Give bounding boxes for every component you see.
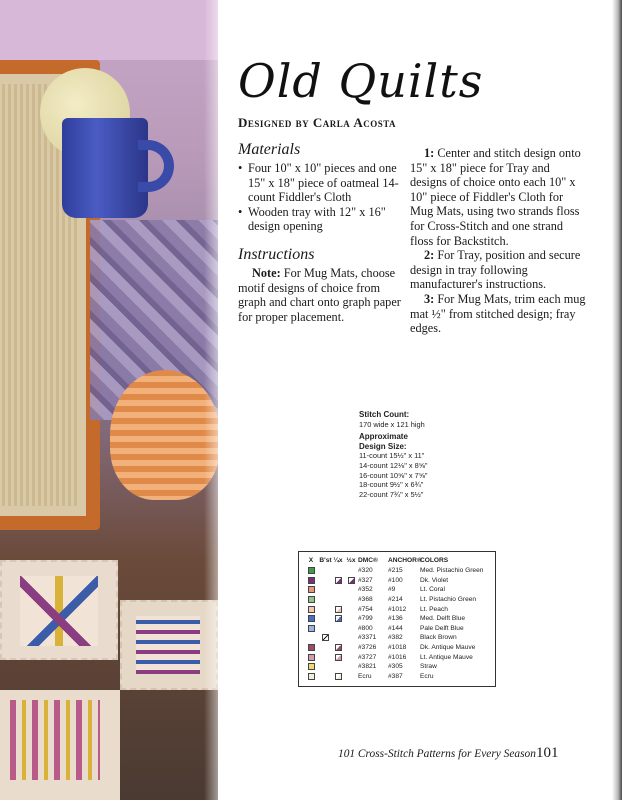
color-key-row: [303, 595, 491, 605]
design-size-label: Approximate: [359, 432, 408, 442]
floss-swatch: [335, 644, 342, 651]
color-key-rows: [303, 566, 491, 681]
striped-bowl: [110, 370, 218, 500]
color-name: Black Brown: [420, 634, 457, 642]
stitch-count-label: Stitch Count:: [359, 410, 410, 419]
color-key-row: [303, 576, 491, 586]
design-size: 18-count 9½" x 6¾": [359, 480, 424, 490]
cross-stitch-cell: [303, 567, 319, 574]
anchor-number: #1016: [388, 653, 407, 661]
floss-swatch: [322, 634, 329, 641]
half-stitch-cell: [344, 577, 358, 584]
mug-mat-log-cabin-design: [10, 700, 100, 780]
step-text: Center and stitch design onto 15" x 18" piece for Tray and designs of choice onto each 10" x 10" piece of Fiddler's Cloth for Mug Mats, using two strands floss for Cross-Stitch and one strand floss for Backstitch.: [410, 146, 581, 248]
color-name: Lt. Antique Mauve: [420, 653, 473, 661]
page-gutter: [612, 0, 622, 800]
dmc-number: #352: [358, 586, 373, 594]
color-key-row: [303, 643, 491, 653]
color-name: Lt. Pistachio Green: [420, 596, 477, 604]
color-name: Dk. Antique Mauve: [420, 644, 476, 652]
design-size-label-2: Design Size:: [359, 441, 407, 451]
cross-stitch-cell: [303, 644, 319, 651]
design-size: 14-count 12⅛" x 8⅝": [359, 460, 428, 470]
floss-swatch: [335, 606, 342, 613]
dmc-number: #754: [358, 605, 373, 613]
materials-column: [238, 140, 406, 324]
mug-mat-log-cabin: [0, 690, 120, 800]
cross-stitch-cell: [303, 673, 319, 680]
dmc-number: #800: [358, 624, 373, 632]
anchor-number: #215: [388, 567, 403, 575]
mug-handle: [138, 140, 174, 192]
quarter-stitch-cell: [332, 654, 344, 661]
materials-list: [238, 161, 406, 234]
design-size: 22-count 7¾" x 5½": [359, 489, 424, 499]
color-key-row: [303, 624, 491, 634]
color-name: Med. Pistachio Green: [420, 567, 484, 575]
header-x: X: [308, 557, 314, 564]
color-name: Lt. Peach: [420, 605, 448, 613]
anchor-number: #144: [388, 624, 403, 632]
mug-mat-star-design: [20, 576, 98, 646]
book-title-footer: 101 Cross-Stitch Patterns for Every Season: [338, 748, 536, 760]
mug-mat-stripes-design: [136, 616, 200, 674]
floss-swatch: [335, 654, 342, 661]
step-3: [410, 292, 586, 336]
floss-swatch: [308, 577, 315, 584]
materials-item: • Four 10" x 10" pieces and one 15" x 18" piece of oatmeal 14-count Fiddler's Cloth: [238, 161, 406, 205]
floss-swatch: [308, 615, 315, 622]
step-text: For Mug Mats, trim each mug mat ½" from stitched design; fray edges.: [410, 291, 586, 336]
floss-swatch: [348, 577, 355, 584]
blue-mug: [62, 118, 148, 218]
cross-stitch-cell: [303, 615, 319, 622]
anchor-number: #100: [388, 576, 403, 584]
step-number: 1:: [424, 146, 435, 160]
instructions-note: [238, 266, 406, 324]
dmc-number: #3726: [358, 644, 377, 652]
backstitch-cell: [319, 634, 332, 641]
cross-stitch-cell: [303, 625, 319, 632]
step-number: 3:: [424, 291, 435, 306]
page-number: 101: [536, 745, 559, 761]
color-key-row: [303, 614, 491, 624]
cross-stitch-cell: [303, 606, 319, 613]
instructions-heading: Instructions: [238, 245, 315, 263]
cross-stitch-cell: [303, 596, 319, 603]
stitch-count-block: [359, 410, 428, 499]
design-size: 16-count 10⅝" x 7⅝": [359, 470, 428, 480]
color-key-row: [303, 585, 491, 595]
floss-swatch: [308, 644, 315, 651]
floss-swatch: [308, 596, 315, 603]
floss-swatch: [308, 567, 315, 574]
dmc-number: #368: [358, 596, 373, 604]
floss-swatch: [335, 673, 342, 680]
dmc-number: #3821: [358, 663, 377, 671]
header-anchor: ANCHOR®: [388, 557, 422, 564]
dmc-number: #3371: [358, 634, 377, 642]
materials-item: • Wooden tray with 12" x 16" design opening: [238, 205, 406, 234]
photo-edge-fade: [204, 0, 218, 800]
cross-stitch-cell: [303, 577, 319, 584]
design-size: 11-count 15½" x 11": [359, 451, 425, 461]
anchor-number: #214: [388, 596, 403, 604]
dmc-number: #799: [358, 615, 373, 623]
color-key-row: [303, 633, 491, 643]
header-dmc: DMC®: [358, 557, 378, 564]
page-title: Old Quilts: [238, 54, 484, 108]
header-half: ½x: [346, 557, 356, 564]
anchor-number: #1012: [388, 605, 407, 613]
color-key-header: [303, 555, 491, 566]
color-key-row: [303, 604, 491, 614]
dmc-number: #320: [358, 567, 373, 575]
color-name: Med. Delft Blue: [420, 615, 466, 623]
floss-swatch: [308, 606, 315, 613]
floss-swatch: [308, 673, 315, 680]
anchor-number: #1018: [388, 644, 407, 652]
anchor-number: #136: [388, 615, 403, 623]
header-colors: COLORS: [420, 557, 449, 564]
color-key-row: [303, 566, 491, 576]
designer-byline: Designed by Carla Acosta: [238, 115, 397, 130]
quarter-stitch-cell: [332, 673, 344, 680]
floss-swatch: [308, 586, 315, 593]
anchor-number: #9: [388, 586, 396, 594]
color-name: Lt. Coral: [420, 586, 445, 594]
header-quarter: ¼x: [333, 557, 343, 564]
quarter-stitch-cell: [332, 606, 344, 613]
cross-stitch-cell: [303, 663, 319, 670]
floss-swatch: [308, 663, 315, 670]
stitch-count-value: 170 wide x 121 high: [359, 419, 425, 429]
floss-swatch: [335, 615, 342, 622]
note-label: Note:: [252, 265, 281, 280]
project-photo: [0, 0, 218, 800]
cross-stitch-cell: [303, 586, 319, 593]
materials-heading: Materials: [238, 141, 301, 158]
floss-swatch: [335, 577, 342, 584]
floss-swatch: [308, 654, 315, 661]
dmc-number: Ecru: [358, 672, 372, 680]
floss-swatch: [308, 625, 315, 632]
header-backstitch: B'st: [319, 557, 332, 564]
color-key-row: [303, 662, 491, 672]
mug-mat-star: [0, 560, 118, 660]
step-number: 2:: [424, 248, 435, 263]
color-name: Dk. Violet: [420, 576, 449, 584]
steps-column: [410, 146, 586, 336]
photo-background: [0, 0, 218, 60]
color-name: Ecru: [420, 672, 434, 680]
quarter-stitch-cell: [332, 615, 344, 622]
dmc-number: #327: [358, 576, 373, 584]
step-text: For Tray, position and secure design in tray following manufacturer's instructions.: [410, 248, 581, 292]
dmc-number: #3727: [358, 653, 377, 661]
anchor-number: #382: [388, 634, 403, 642]
step-2: [410, 248, 586, 292]
color-key-row: [303, 652, 491, 662]
color-name: Pale Delft Blue: [420, 624, 464, 632]
cross-stitch-cell: [303, 654, 319, 661]
step-1: [410, 146, 586, 248]
anchor-number: #387: [388, 672, 403, 680]
quarter-stitch-cell: [332, 577, 344, 584]
color-key-row: [303, 672, 491, 682]
note-text: For Mug Mats, choose motif designs of choice from graph and chart onto graph paper for proper placement.: [238, 265, 401, 324]
quarter-stitch-cell: [332, 644, 344, 651]
color-name: Straw: [420, 663, 437, 671]
anchor-number: #305: [388, 663, 403, 671]
color-key-table: [298, 551, 496, 687]
